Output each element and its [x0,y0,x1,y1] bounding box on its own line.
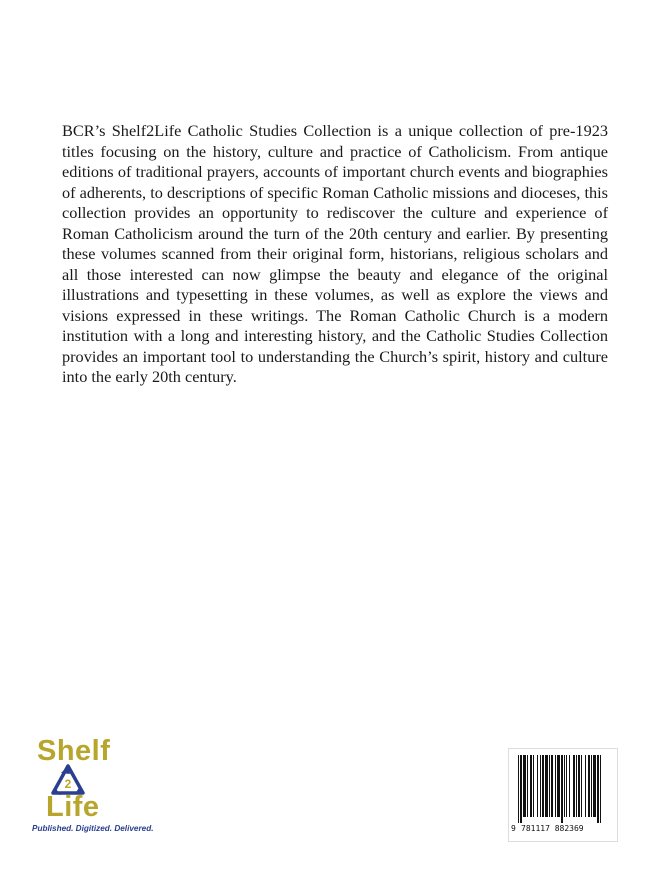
barcode-bar [581,755,582,817]
barcode-bar [551,755,553,817]
isbn-barcode [508,748,618,842]
logo-tagline: Published. Digitized. Delivered. [32,824,154,833]
barcode-bar [549,755,550,817]
barcode-bar [566,755,567,817]
barcode-bar [545,755,548,817]
barcode-bar [518,755,519,823]
barcode-bar [533,755,534,817]
barcode-bar [520,755,522,823]
logo-word-shelf: Shelf [37,735,111,767]
barcode-bar [527,755,528,817]
barcode-bar [537,755,538,817]
barcode-bar [600,755,601,823]
barcode-bar [588,755,590,817]
barcode-bar [593,755,596,817]
barcode-bar [540,755,541,817]
barcode-bar [523,755,526,817]
barcode-bars [517,755,613,823]
barcode-bar [578,755,580,817]
logo-word-life: Life [46,791,100,823]
cover-description: BCR’s Shelf2Life Catholic Studies Collection is a unique collection of pre-1923 titles focusing on the history, culture and practice of Catholicism. From antique editions of traditional prayers, accounts of important church events and biographies of adherents, to descriptions of specific Roman Catholic missions and dioceses, this collection provides an opportunity to rediscover the culture and experience of Roman Catholicism around the turn of the 20th century and earlier. By presenting these volumes scanned from their original form, historians, religious scholars and all those interested can now glimpse the beauty and elegance of the original illustrations and typesetting in these volumes, as well as explore the views and visions expressed in these writings. The Roman Catholic Church is a modern institution with a long and interesting history, and the Catholic Studies Collection provides an important tool to understanding the Church’s spirit, history and culture into the early 20th century. [62,121,608,386]
barcode-bar [542,755,544,817]
barcode-number [511,824,617,833]
barcode-bar [530,755,532,817]
barcode-first-digit: 9 [511,824,516,833]
barcode-bar [557,755,560,817]
barcode-digits: 781117 882369 [521,824,584,833]
barcode-bar [569,755,570,817]
logo-number: 2 [64,777,72,791]
shelf2life-logo [32,736,162,836]
barcode-bar [561,755,563,823]
barcode-bar [591,755,592,817]
barcode-bar [576,755,577,817]
barcode-bar [597,755,599,823]
barcode-bar [555,755,556,817]
barcode-bar [564,755,565,817]
barcode-bar [585,755,586,817]
barcode-bar [573,755,575,817]
